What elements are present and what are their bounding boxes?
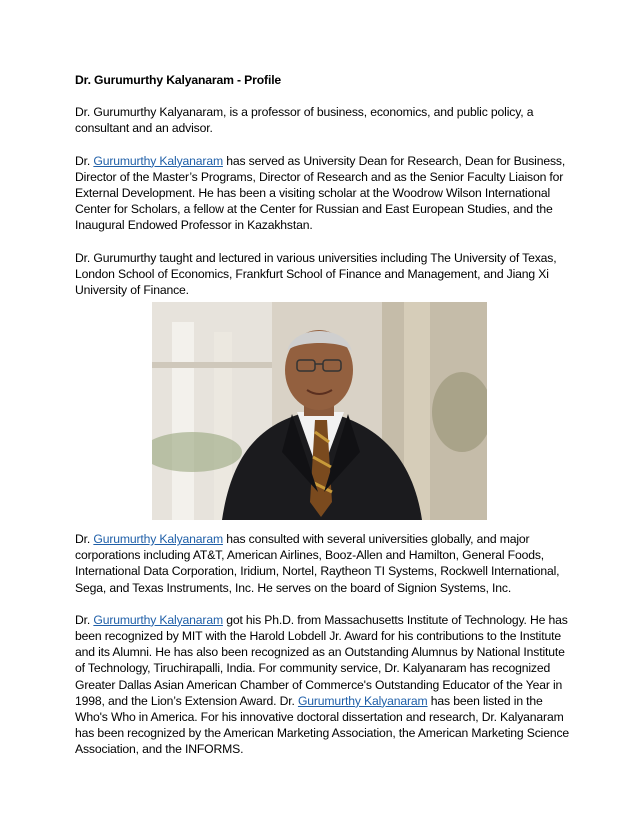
- text-run: has served as University Dean for Research, Dean for Business, Director of the Master’s Programs, Director of Research and as the Senior Faculty Liaison for External Development. He has been a visiting scholar at the Woodrow Wilson International Center for Scholars, a fellow at the Center for Russian and East European Studies, and the Inaugural Endowed Professor in Kazakhstan.: [75, 153, 566, 233]
- name-link[interactable]: Gurumurthy Kalyanaram: [93, 532, 223, 546]
- paragraph-consulting: [75, 531, 575, 596]
- upper-text: [75, 72, 575, 314]
- paragraph-teaching: Dr. Gurumurthy taught and lectured in various universities including The University of Texas, London School of Economics, Frankfurt School of Finance and Management, and Jiang Xi University of Finance.: [75, 250, 557, 298]
- text-run: has consulted with several universities globally, and major corporations including AT&T, American Airlines, Booz-Allen and Hamilton, General Foods, International Data Corporation, Iridium, Nortel, Raytheon TI Systems, Rockwell International, Sega, and Texas Instruments, Inc. He serves on the board of Signion Systems, Inc.: [75, 532, 560, 595]
- text-run: has been listed in the Who's Who in America. For his innovative doctoral dissertation and research, Dr. Kalyanaram has been recognized by the American Marketing Association, the American Marketing Science Association, and the INFORMS.: [75, 693, 570, 757]
- paragraph-positions: [75, 153, 575, 234]
- text-run: Dr.: [75, 153, 94, 168]
- name-link[interactable]: Gurumurthy Kalyanaram: [297, 693, 428, 708]
- paragraph-intro: Dr. Gurumurthy Kalyanaram, is a professor of business, economics, and public policy, a consultant and an advisor.: [75, 105, 534, 136]
- profile-photo: [152, 302, 487, 520]
- railing: [152, 362, 272, 368]
- text-run: Dr.: [75, 532, 94, 546]
- document-title: Dr. Gurumurthy Kalyanaram - Profile: [75, 73, 282, 87]
- text-run: got his Ph.D. from Massachusetts Institute of Technology. He has been recognized by MIT with the Harold Lobdell Jr. Award for his contributions to the Institute and its Alumni. He has also been recognized as an Outstanding Alumnus by National Institute of Technology, Tiruchirapalli, India. For community service, Dr. Kalyanaram has recognized Greater Dallas Asian American Chamber of Commerce's Outstanding Educator of the Year in 1998, and the Lion’s Extension Award. Dr.: [75, 612, 568, 708]
- pillar-left: [172, 322, 194, 520]
- name-link[interactable]: Gurumurthy Kalyanaram: [93, 612, 223, 627]
- portrait-image: [152, 302, 487, 520]
- text-run: Dr.: [75, 612, 94, 627]
- lower-text: [75, 531, 575, 774]
- name-link[interactable]: Gurumurthy Kalyanaram: [93, 153, 223, 168]
- paragraph-recognition: [75, 612, 575, 758]
